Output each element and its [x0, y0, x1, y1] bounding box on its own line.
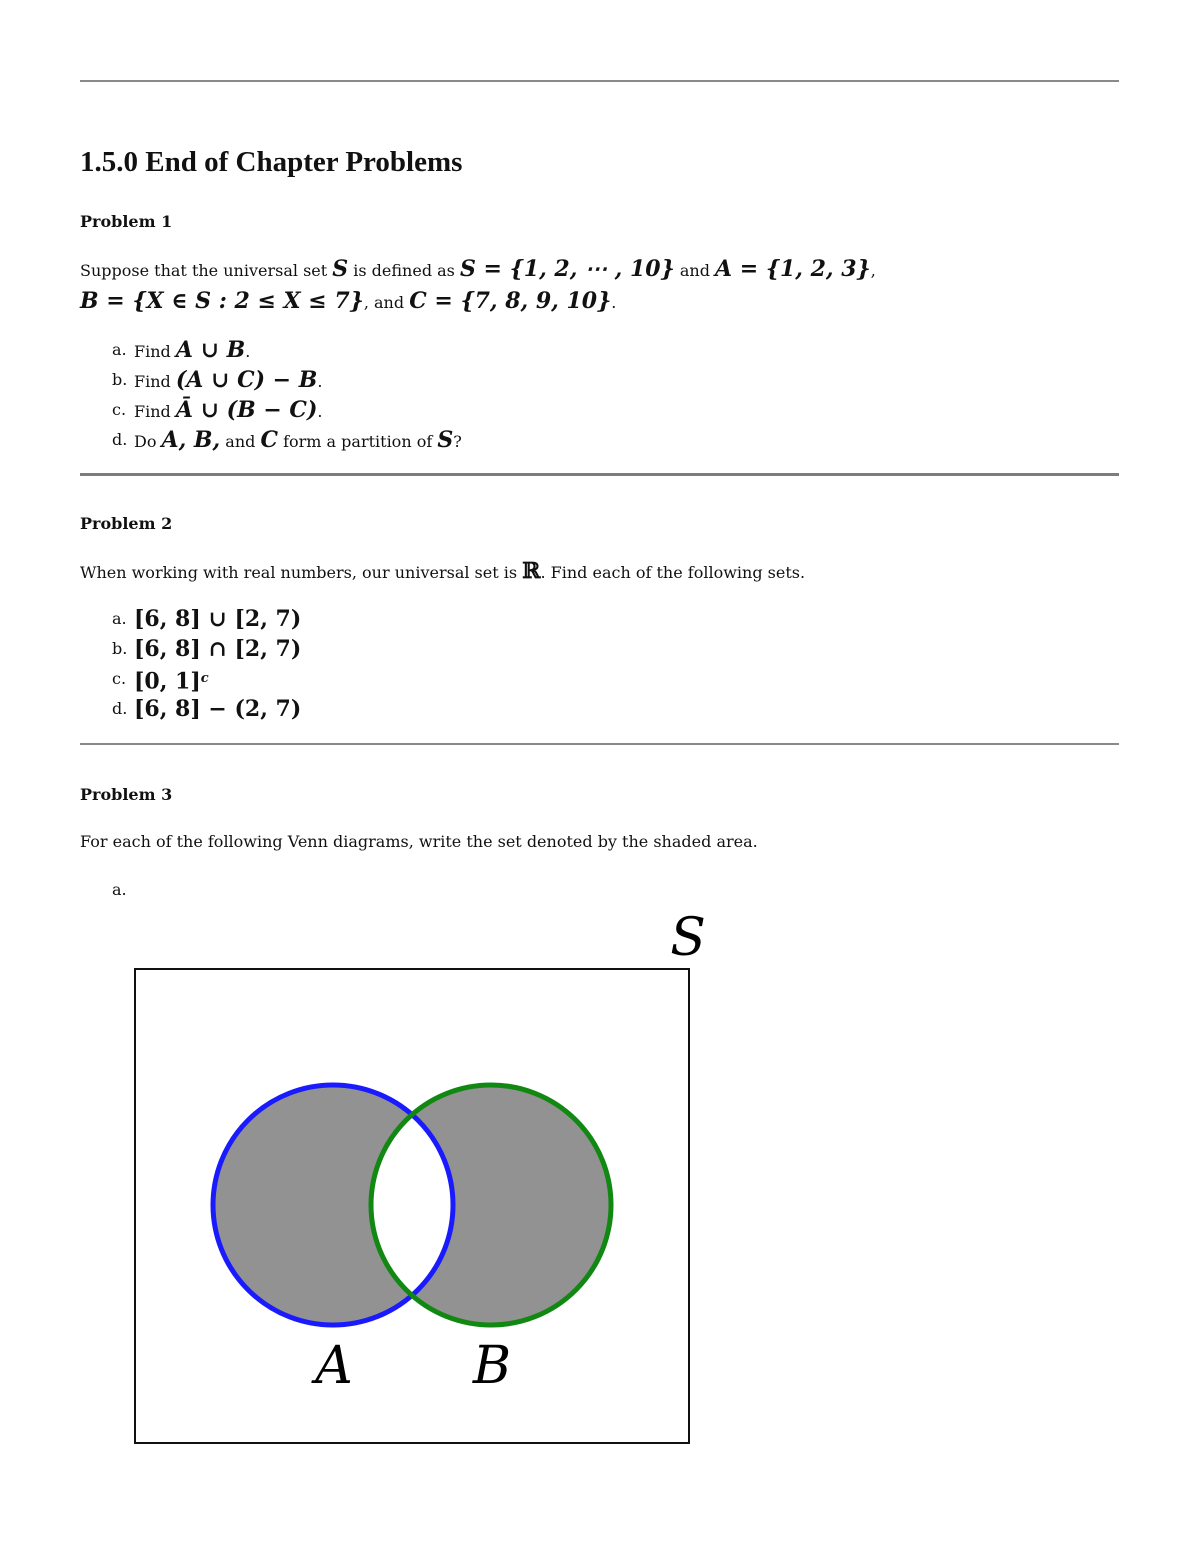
item-label: c.: [112, 669, 127, 688]
set-b-label: B: [472, 1336, 512, 1396]
item-superscript: c: [200, 671, 209, 686]
intro-text: . Find each of the following sets.: [540, 563, 806, 582]
item-math: S: [437, 427, 454, 453]
item-label: b.: [112, 370, 128, 389]
item-label: a.: [112, 880, 127, 899]
problem-1-intro: [80, 254, 876, 318]
problem-1-heading: Problem 1: [80, 212, 173, 231]
list-item: [80, 335, 462, 365]
item-text: ?: [453, 432, 462, 451]
top-rule: [80, 80, 1119, 82]
item-math: C: [260, 427, 278, 453]
item-text: and: [220, 432, 261, 451]
list-item: [80, 604, 301, 634]
item-text: .: [245, 342, 251, 361]
item-math: [0, 1]: [134, 668, 201, 695]
intro-text: is defined as: [348, 261, 460, 280]
item-text: Find: [134, 402, 176, 421]
item-math: A, B,: [161, 427, 221, 453]
math-a-def: A = {1, 2, 3}: [715, 256, 871, 282]
intro-text: Suppose that the universal set: [80, 261, 333, 280]
list-item: [80, 425, 462, 455]
intro-text: When working with real numbers, our universal set is: [80, 563, 523, 582]
set-a-label: A: [315, 1336, 353, 1396]
intro-text: , and: [363, 293, 410, 312]
item-math: Ā ∪ (B − C): [175, 397, 318, 423]
list-item: [80, 664, 301, 694]
item-label: b.: [112, 639, 128, 658]
item-math: [6, 8] ∩ [2, 7): [134, 636, 302, 662]
list-item: [80, 634, 301, 664]
item-text: form a partition of: [277, 432, 438, 451]
math-b-def: B = {X ∈ S : 2 ≤ X ≤ 7}: [80, 288, 364, 314]
item-text: Find: [134, 342, 176, 361]
page-title: 1.5.0 End of Chapter Problems: [80, 146, 463, 178]
item-math: A ∪ B: [175, 337, 246, 363]
item-label: d.: [112, 430, 128, 449]
math-s-def: S = {1, 2, ⋯ , 10}: [459, 256, 675, 282]
item-text: Do: [134, 432, 162, 451]
problem-2-heading: Problem 2: [80, 514, 173, 533]
item-label: c.: [112, 400, 127, 419]
math-c-def: C = {7, 8, 9, 10}: [409, 288, 612, 314]
item-math: (A ∪ C) − B: [175, 367, 318, 393]
section-divider: [80, 473, 1119, 476]
item-label: d.: [112, 699, 128, 718]
item-text: .: [317, 402, 323, 421]
venn-diagram: [130, 905, 730, 1450]
section-divider: [80, 743, 1119, 745]
math-s: S: [332, 256, 349, 282]
problem-3-heading: Problem 3: [80, 785, 173, 804]
problem-2-intro: [80, 556, 805, 588]
list-item: [80, 395, 462, 425]
item-math: [6, 8] ∪ [2, 7): [134, 606, 302, 632]
list-item: [80, 365, 462, 395]
intro-text: .: [611, 293, 617, 312]
item-label: a.: [112, 340, 127, 359]
problem-3-intro: For each of the following Venn diagrams, write the set denoted by the shaded area.: [80, 832, 758, 851]
intro-text: and: [674, 261, 716, 280]
math-reals: ℝ: [522, 558, 541, 584]
item-math: [6, 8] − (2, 7): [134, 696, 302, 722]
item-label: a.: [112, 609, 127, 628]
problem-2-list: [80, 604, 301, 724]
problem-3-list: [80, 878, 134, 904]
item-text: Find: [134, 372, 176, 391]
list-item: [80, 878, 134, 904]
universe-label: S: [670, 908, 706, 968]
item-text: .: [317, 372, 323, 391]
intro-text: ,: [870, 261, 876, 280]
list-item: [80, 694, 301, 724]
problem-1-list: [80, 335, 462, 455]
